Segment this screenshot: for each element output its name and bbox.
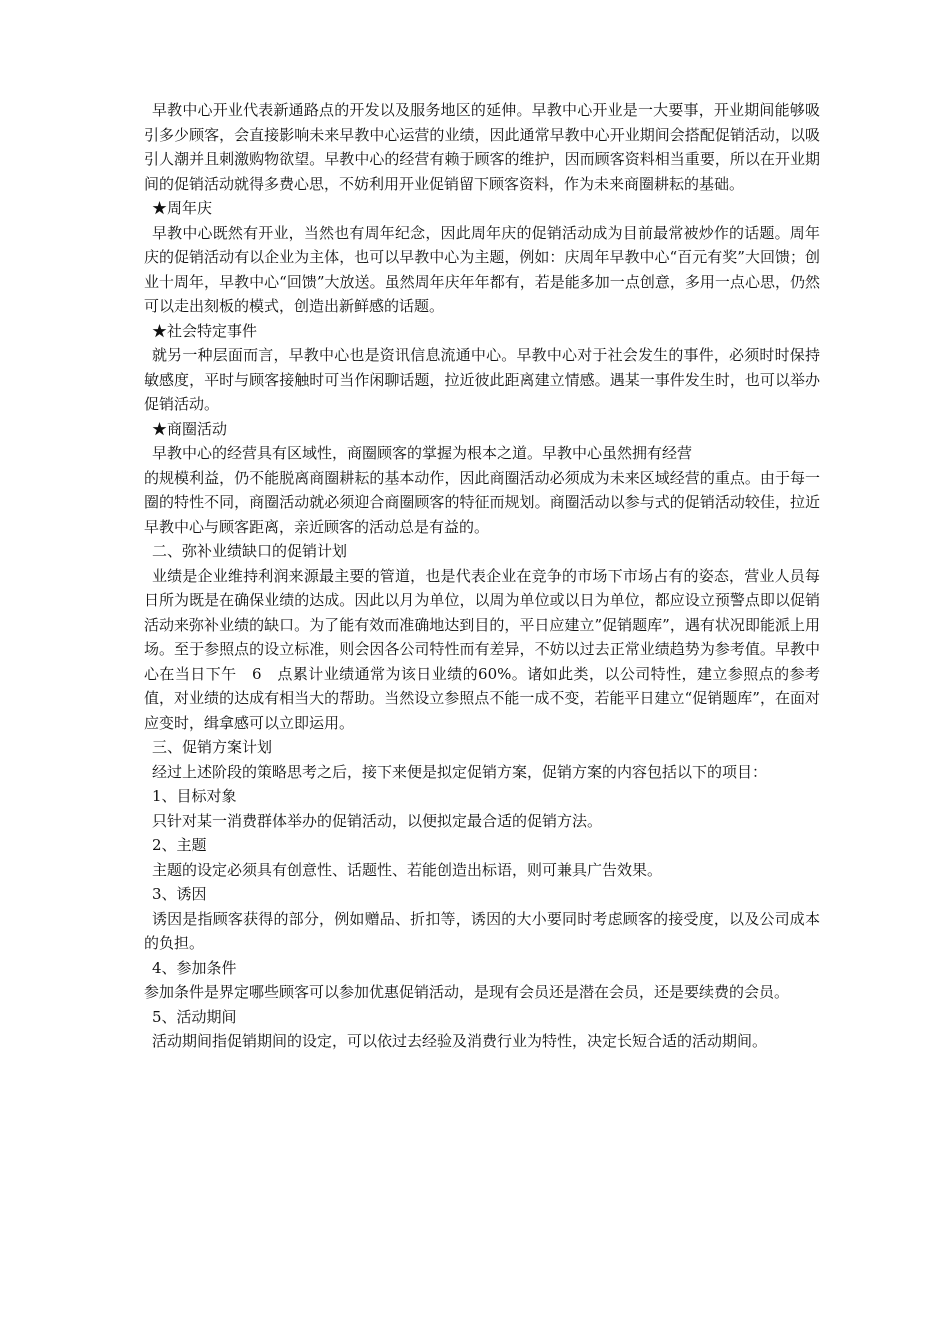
section-heading-3: 三、促销方案计划 (152, 738, 273, 756)
paragraph-sales-gap: 业绩是企业维持利润来源最主要的管道，也是代表企业在竞争的市场下市场占有的姿态，营业人员每日所为既是在确保业绩的达成。因此以月为单位，以周为单位或以日为单位，都应设立预警点即以促销活动来弥补业绩的缺口。为了能有效而准确地达到目的，平日应建立”促销题库”，遇有状况即能派上用场。至于参照点的设立标准，则会因各公司特性而有差异，不妨以过去正常业绩趋势为参考值。早教中心在当日下午 6 点累计业绩通常为该日业绩的60%。诸如此类，以公司特性，建立参照点的参考值，对业绩的达成有相当大的帮助。当然设立参照点不能一成不变，若能平日建立“促销题库”，在面对应变时，缉拿感可以立即运用。 (144, 566, 820, 732)
paragraph-social-events: 就另一种层面而言，早教中心也是资讯信息流通中心。早教中心对于社会发生的事件，必须时时保持敏感度，平时与顾客接触时可当作闲聊话题，拉近彼此距离建立情感。遇某一事件发生时，也可以举办促销活动。 (144, 346, 820, 413)
paragraph-conditions: 参加条件是界定哪些顾客可以参加优惠促销活动，是现有会员还是潜在会员，还是要续费的会员。 (144, 983, 790, 1001)
paragraph-incentive: 诱因是指顾客获得的部分，例如赠品、折扣等，诱因的大小要同时考虑顾客的接受度，以及公司成本的负担。 (144, 909, 820, 952)
paragraph-target: 只针对某一消费群体举办的促销活动，以便拟定最合适的促销方法。 (152, 811, 603, 830)
paragraph-trade-area-rest: 的规模利益，仍不能脱离商圈耕耘的基本动作，因此商圈活动必须成为未来区域经营的重点。由于每一圈的特性不同，商圈活动就必须迎合商圈顾客的特征而规划。商圈活动以参与式的促销活动较佳，拉近早教中心与顾客距离，亲近顾客的活动总是有益的。 (144, 468, 820, 536)
paragraph-anniversary: 早教中心既然有开业，当然也有周年纪念，因此周年庆的促销活动成为目前最常被炒作的话题。周年庆的促销活动有以企业为主体，也可以早教中心为主题，例如：庆周年早教中心“百元有奖”大回馈；创业十周年，早教中心“回馈”大放送。虽然周年庆年年都有，若是能多加一点创意，多用一点心思，仍然可以走出刻板的模式，创造出新鲜感的话题。 (144, 223, 820, 315)
paragraph-period: 活动期间指促销期间的设定，可以依过去经验及消费行业为特性，决定长短合适的活动期间。 (152, 1032, 768, 1050)
paragraph-opening-promotion: 早教中心开业代表新通路点的开发以及服务地区的延伸。早教中心开业是一大要事，开业期间能够吸引多少顾客，会直接影响未来早教中心运营的业绩，因此通常早教中心开业期间会搭配促销活动，以吸引人潮并且刺激购物欲望。早教中心的经营有赖于顾客的维护，因而顾客资料相当重要，所以在开业期间的促销活动就得多费心思，不妨利用开业促销留下顾客资料，作为未来商圈耕耘的基础。 (144, 101, 820, 193)
paragraph-trade-area-line1: 早教中心的经营具有区域性，商圈顾客的掌握为根本之道。早教中心虽然拥有经营 (152, 444, 693, 462)
document-body (144, 98, 820, 1054)
paragraph-plan-intro: 经过上述阶段的策略思考之后，接下来便是拟定促销方案，促销方案的内容包括以下的项目： (152, 762, 768, 781)
heading-trade-area: ★商圈活动 (152, 419, 228, 438)
section-heading-2: 二、弥补业绩缺口的促销计划 (152, 542, 348, 560)
item-heading-incentive: 3、诱因 (152, 885, 207, 903)
heading-anniversary: ★周年庆 (152, 199, 213, 217)
heading-social-events: ★社会特定事件 (152, 321, 258, 340)
item-heading-target: 1、目标对象 (152, 787, 237, 805)
paragraph-theme: 主题的设定必须具有创意性、话题性、若能创造出标语，则可兼具广告效果。 (152, 860, 663, 879)
item-heading-theme: 2、主题 (152, 836, 207, 854)
item-heading-conditions: 4、参加条件 (152, 958, 237, 977)
item-heading-period: 5、活动期间 (152, 1007, 237, 1026)
